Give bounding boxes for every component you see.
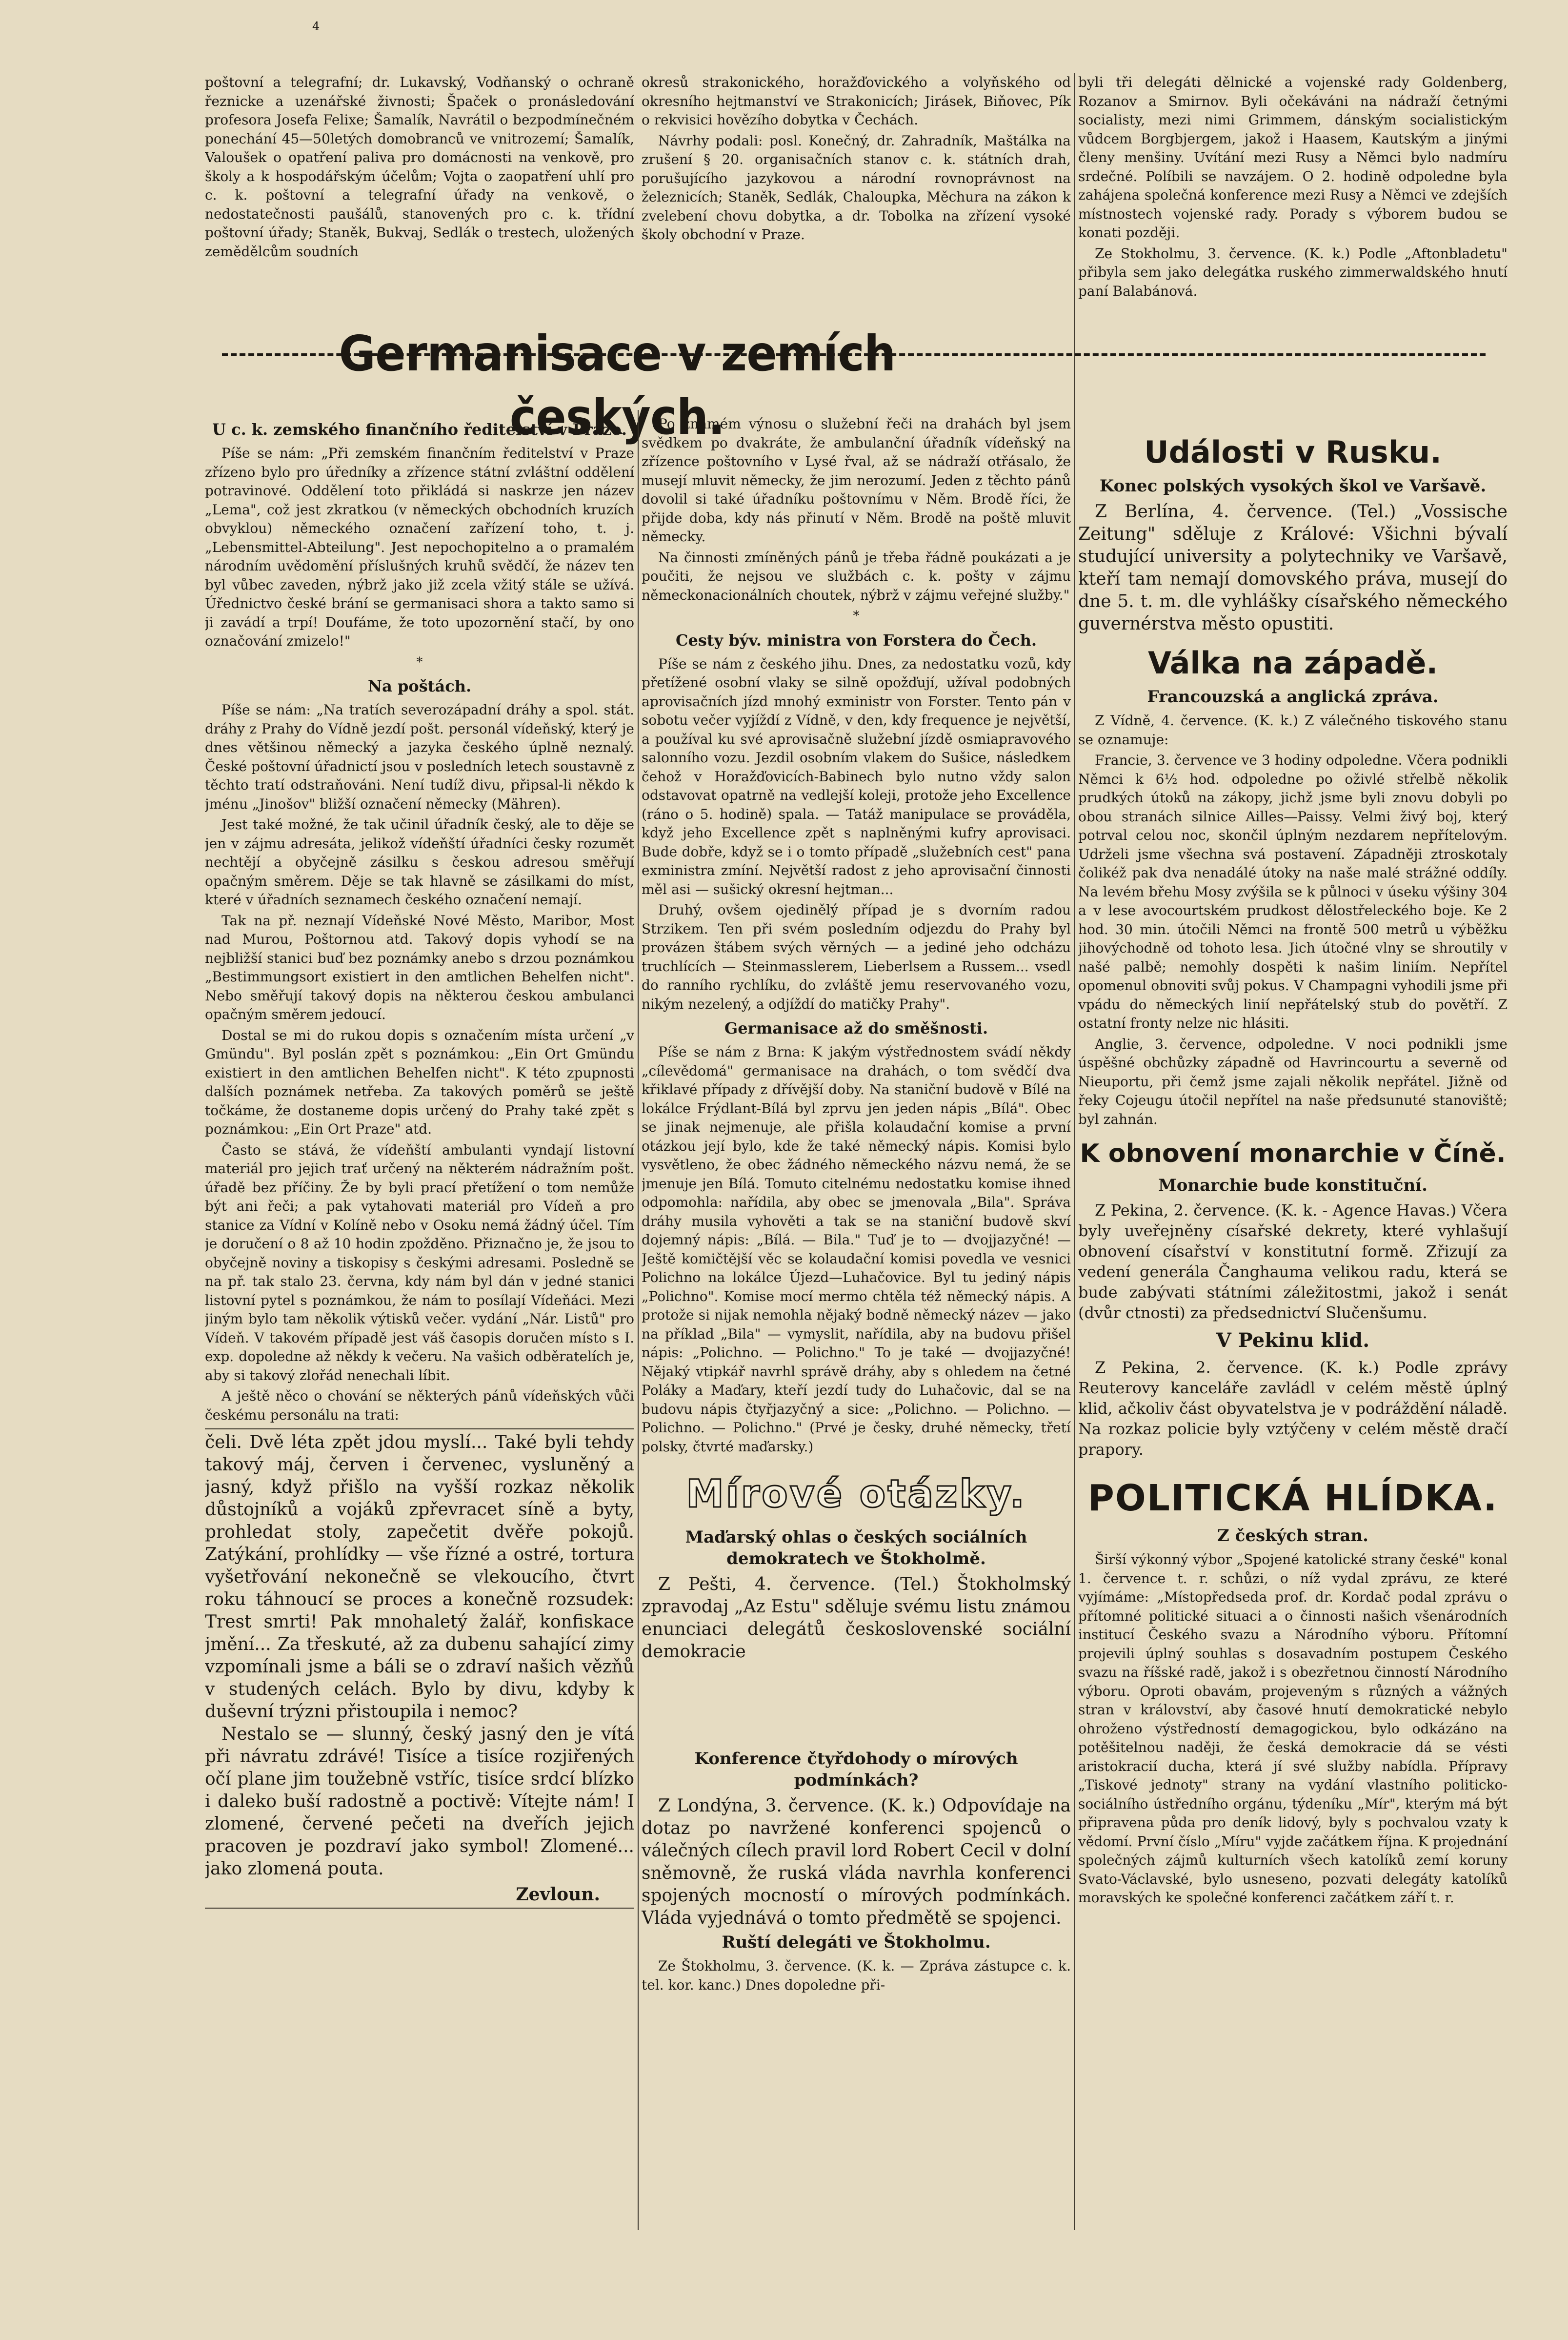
article-title: Z českých stran. xyxy=(1217,1526,1369,1546)
paragraph: Francie, 3. července ve 3 hodiny odpoledne. Včera podnikli Němci k 6½ hod. odpoledne po oživlé střelbě několik prudkých útoků na zákopy, jichž jsme byli znovu dobyli po obou stranách silnice Ailles—Paissy. Velmi živý boj, který potrval celou noc, skončil úplným nezdarem nepřítelovým. Udrželi jsme všechna svá postavení. Západněji ztroskotaly čolikéž pak dva nenadálé útoky na naše malé strážné oddíly. Na levém břehu Mosy zvýšila se k půlnoci v úseku výšiny 304 a v lese avocourtském prudkost dělostřeleckého boje. Ke 2 hod. 30 min. útočili Němci na frontě 500 metrů u výběžku jihovýchodně od tohoto lesa. Jich útočné vlny se shroutily v našé palbě; nemohly dospěti k našim liniím. Nepřítel opomenul obnoviti svůj pokus. V Champagni vyhodili jsme při vpádu do německých linií nepřátelský stub do povětří. Z ostatní fronty nelze nic hlásiti. xyxy=(1078,752,1508,1031)
paragraph: čeli. Dvě léta zpět jdou myslí... Také byli tehdy takový máj, červen i červenec, vysluněný a jasný, když přišlo na vyšší rozkaz několik důstojníků a vojáků zpřevracet síně a byty, prohledat stoly, zapečetit dvěře pokojů. Zatýkání, prohlídky — vše řízné a ostré, tortura vyšetřování nekonečně se vlekoucího, čtvrt roku táhnoucí se proces a konečně rozsudek: Trest smrti! Pak mnohaletý žalář, konfiskace jmění... Za třeskuté, až za dubenu sahající zimy vzpomínali jsme a báli se o zdraví našich vězňů v studených celách. Bylo by divu, kdyby k duševní trýzni přistoupila i nemoc? xyxy=(205,1432,634,1722)
paragraph: A ještě něco o chování se některých pánů vídeňských vůči českému personálu na trati: xyxy=(205,1388,634,1423)
paragraph: Tak na př. neznají Vídeňské Nové Město, Maribor, Most nad Murou, Poštornou atd. Takový dopis vyhodí se na nejbližší stanici buď bez poznámky anebo s drzou poznámkou „Bestimmungsort existiert in den amtlichen Behelfen nicht". Nebo směřují takový dopis na některou českou ambulanci opačným směrem jedoucí. xyxy=(205,912,634,1022)
article-title: Na poštách. xyxy=(367,677,472,695)
paragraph: Z Pekina, 2. července. (K. k. - Agence Havas.) Včera byly uveřejněny císařské dekrety, které vyhlašují obnovení císařství v konstitutní formě. Zřizují za vedení generála Čanghauma velikou radu, která se bude zabývati státními záležitostmi, jakož i senát (dvůr ctnosti) za předsednictví Slučenšumu. xyxy=(1078,1201,1508,1322)
paragraph: Anglie, 3. července, odpoledne. V noci podnikli jsme úspěšné obchůzky západně od Havrincourtu a severně od Nieuportu, při čemž jsme zajali několik nepřátel. Jižně od řeky Cojeugu útočil nepřítel na naše předsunuté stanoviště; byl zahnán. xyxy=(1078,1036,1508,1127)
paragraph: Po známém výnosu o služební řeči na drahách byl jsem svědkem po dvakráte, že ambulanční úřadník vídeňský na zřízence poštovního v Lysé řval, až se nádraží otřásalo, že musejí mluvit německy, že jim nerozumí. Jeden z těchto pánů dovolil si také úřadníku poštovnímu v Něm. Brodě říci, že přijde doba, kdy nás přinutí v Něm. Brodě na poště mluvit německy. xyxy=(642,416,1071,545)
section-heading: Mírové otázky. xyxy=(686,1472,1026,1516)
paragraph: Z Berlína, 4. července. (Tel.) „Vossische Zeitung" sděluje z Králové: Všichni bývalí studující university a polytechniky ve Varšavě, kteří tam nemají domovského práva, musejí do dne 5. t. m. dle vyhlášky císařského německého guvernérstva město opustiti. xyxy=(1078,502,1508,634)
section-heading: POLITICKÁ HLÍDKA. xyxy=(1087,1477,1498,1519)
section-heading: K obnovení monarchie v Číně. xyxy=(1080,1139,1506,1168)
article-title: Monarchie bude konstituční. xyxy=(1158,1176,1427,1195)
article-title: Germanisace až do směšnosti. xyxy=(724,1019,988,1038)
article-title: Konec polských vysokých škol ve Varšavě. xyxy=(1099,476,1487,496)
article-title: Ruští delegáti ve Štokholmu. xyxy=(722,1933,991,1952)
article-title: Cesty býv. ministra von Forstera do Čech. xyxy=(676,631,1037,650)
paragraph: Širší výkonný výbor „Spojené katolické strany české" konal 1. července t. r. schůzi, o níž vydal zprávu, ze které vyjímáme: „Místopředseda prof. dr. Kordač podal zprávu o přítomné politické situaci a o činnosti našich všenárodních institucí Českého svazu a Národního výboru. Přítomní projevili úplný souhlas s dosavadním postupem Českého svazu na říšské radě, jakož i s obezřetnou činností Národního výboru. Oproti obavám, projeveným s různých a vážných stran v království, aby časové hnutí demokratické nebylo ohroženo výstředností demagogickou, bylo odkázáno na potěšitelnou naději, že česká demokracie dá se vésti aristokracií ducha, která jí své služby nabídla. Přípravy „Tiskové jednoty" strany na vydání vlastního politicko-sociálního ústředního orgánu, týdeníku „Mír", kterým má být připravena půda pro deník lidový, byly s pochvalou vzaty k vědomí. První číslo „Míru" vyjde začátkem října. K projednání společných zájmů kulturních všech katolíků zemí koruny Svato-Václavské, bylo usneseno, pozvati delegáty katolíků moravských ke společné konferenci začátkem září t. r. xyxy=(1078,1551,1508,1906)
paragraph: Z Pekina, 2. července. (K. k.) Podle zprávy Reuterovy kanceláře zavládl v celém městě úplný klid, ačkoliv část obyvatelstva je v podráždění náladě. Na rozkaz policie byly vztýčeny v celém městě dračí prapory. xyxy=(1078,1358,1508,1459)
paragraph: okresů strakonického, horažďovického a volyňského od okresního hejtmanství ve Strakonicích; Jirásek, Biňovec, Pík o rekvisici hovězího dobytka v Čechách. xyxy=(642,74,1071,128)
paragraph: Na činnosti zmíněných pánů je třeba řádně poukázati a je poučiti, že nejsou ve službách c. k. pošty v zájmu německonacionálních choutek, nýbrž v zájmu veřejné služby." xyxy=(642,549,1071,603)
article-title: U c. k. zemského finančního ředitelství v Praze. xyxy=(212,420,627,439)
paragraph: Píše se nám: „Při zemském finančním ředitelství v Praze zřízeno bylo pro úředníky a zřízence státní zvláštní oddělení potravinové. Oddělení toto přikládá si naskrze jen název „Lema", což jest zkratkou (v německých obchodních kruzích obvyklou) německého označení zařízení toho, t. j. „Lebensmittel-Abteilung". Jest nepochopitelno a o pramalém národním uvědomění příslušných kruhů svědčí, že název ten byl vůbec zaveden, nýbrž jako již zcela vžitý stále se užívá. Úřednictvo české brání se germanisaci shora a takto samo si ji zavádí a trpí! Doufáme, že toto upozornění stačí, by ono označování zmizelo!" xyxy=(205,445,634,649)
column-3 xyxy=(1078,425,1508,2279)
paragraph: Návrhy podali: posl. Konečný, dr. Zahradník, Maštálka na zrušení § 20. organisačních stanov c. k. státních drah, porušujícího jazykovou a národní rovnoprávnost na železnicích; Staněk, Sedlák, Chaloupka, Měchura na zákon k zvelebení chovu dobytka, a dr. Tobolka na zřízení vysoké školy obchodní v Praze. xyxy=(642,132,1071,243)
paragraph: Druhý, ovšem ojedinělý případ je s dvorním radou Strzikem. Ten při svém posledním odjezdu do Prahy byl provázen štábem svých věrných — a jediné jeho odcházu truchlících — Steinmasslerem, Lieberlsem a Russem... vsedl do ranního rychlíku, do zvláště jemu reservovaného vozu, nikým nezelený, a odjíždí do matičky Prahy". xyxy=(642,902,1071,1012)
column-1 xyxy=(205,415,634,2279)
article-title: Maďarský ohlas o českých sociálních demokratech ve Štokholmě. xyxy=(685,1527,1027,1568)
banner-headline: Germanisace v zemích českých. xyxy=(339,325,896,446)
paragraph: Ze Štokholmu, 3. července. (K. k. — Zpráva zástupce c. k. tel. kor. kanc.) Dnes dopoledne při- xyxy=(642,1958,1071,1993)
separator-star: * xyxy=(853,609,860,623)
paragraph: byli tři delegáti dělnické a vojenské rady Goldenberg, Rozanov a Smirnov. Byli očekáváni na nádraží četnými socialisty, mezi nimi Grimmem, dánským socialistickým vůdcem Borgbjergem, jakož i Haasem, Kautským a jinými členy menšiny. Uvítání mezi Rusy a Němci bylo nadmíru srdečné. Políbili se navzájem. O 2. hodině odpoledne byla zahájena společná konference mezi Rusy a Němci ve zdejších místnostech vojenské rady. Porady s výborem budou se konati později. xyxy=(1078,74,1508,241)
top-column-1 xyxy=(205,73,634,317)
paragraph: Z Londýna, 3. července. (K. k.) Odpovídaje na dotaz po navržené konferenci spojenců o válečných cílech pravil lord Robert Cecil v dolní sněmovně, že ruská vláda navrhla konferenci spojených mocností o mírových podmínkách. Vláda vyjednává o tomto předmětě se spojenci. xyxy=(642,1796,1071,1928)
feuilleton xyxy=(205,1428,634,1909)
paragraph: Píše se nám z českého jihu. Dnes, za nedostatku vozů, kdy přetížené osobní vlaky se silně opožďují, užíval podobných aprovisačních jízd mnohý exministr von Forster. Tento pán v sobotu večer vyjíždí z Vídně, v den, kdy frequence je největší, a používal ku své aprovisačně služební jízdě osmiapravového salonního vozu. Jezdil osobním vlakem do Sušice, následkem čehož v Horažďovicích-Babinech bylo nutno vždy salon odstavovat opatrně na vedlejší koleji, protože jeho Excellence (ráno o 5. hodině) spala. — Tatáž manipulace se prováděla, když jeho Excellence zpět s naplněnými kufry aprovisaci. Bude dobře, když se i o tomto případě „služebních cest" pana exministra zmíní. Největší radost z jeho aprovisační činnosti měl asi — sušický okresní hejtman... xyxy=(642,655,1071,897)
separator-star: * xyxy=(416,654,423,670)
paragraph: Píše se nám: „Na tratích severozápadní dráhy a spol. stát. dráhy z Prahy do Vídně jezdí pošt. personál vídeňský, který je dnes většinou německý a jazyka českého úplně neznalý. České poštovní úřadnictí jsou v posledních letech soustavně z těchto tratí odstraňováni. Není tudíž divu, připsal-li někdo k jménu „Jinošov" bližší označení německy (Mähren). xyxy=(205,702,634,812)
spacer xyxy=(642,1663,1071,1746)
article-title: Francouzská a anglická zpráva. xyxy=(1147,687,1439,707)
article-title: V Pekinu klid. xyxy=(1216,1329,1370,1352)
section-heading: Válka na západě. xyxy=(1147,645,1438,681)
column-divider xyxy=(638,410,639,2230)
paragraph: Často se stává, že vídeňští ambulanti vyndají listovní materiál pro jejich trať určený na některém nádražním pošt. úřadě bez příčiny. Že by byli prací přetížení o tom nemůže být ani řeči; a pak vytahovati materiál pro Vídeň a pro stanice za Vídní v Kolíně nebo v Osoku nemá žádný účel. Tím je doručení o 8 až 10 hodin zpožděno. Přiznačno je, že jsou to obyčejně noviny a tiskopisy s českými adresami. Posledně se na př. tak stalo 23. června, kdy nám byl dán v jedné stanici listovní pytel s poznámkou, že nám to posílají Vídeňáci. Mezi jiným bylo tam několik výtisků večer. vydání „Nár. Listů" pro Vídeň. V takovém případě jest váš časopis doručen místo s I. exp. dopoledne až někdy k večeru. Na vašich odběratelích je, aby si takový zlořád nenechali líbit. xyxy=(205,1141,634,1384)
top-column-3 xyxy=(1078,73,1508,425)
paragraph: Z Pešti, 4. července. (Tel.) Štokholmský zpravodaj „Az Estu" sděluje svému listu známou enunciaci delegátů československé sociální demokracie xyxy=(642,1574,1071,1662)
paragraph: Z Vídně, 4. července. (K. k.) Z válečného tiskového stanu se oznamuje: xyxy=(1078,712,1508,748)
paragraph: Ze Stokholmu, 3. července. (K. k.) Podle „Aftonbladetu" přibyla sem jako delegátka ruského zimmerwaldského hnutí paní Balabánová. xyxy=(1078,245,1508,299)
section-heading: Události v Rusku. xyxy=(1144,434,1442,470)
paragraph: Píše se nám z Brna: K jakým výstřednostem svádí někdy „cílevědomá" germanisace na drahách, o tom svědčí dva křiklavé případy z dřívější doby. Na staniční budově v Bílé na lokálce Frýdlant-Bílá byl zprvu jen jeden nápis „Bílá". Obec se jinak nejmenuje, ale přišla kolaudační komise a první otázkou její bylo, kde že také německý nápis. Komisi bylo vysvětleno, že obec žádného německého názvu nemá, že se jmenuje jen Bílá. Tomuto citelnému nedostatku komise ihned odpomohla: nařídila, aby obec se jmenovala „Bila". Správa dráhy musila vyhověti a tak se na staniční budově skví dojemný nápis: „Bílá. — Bila." Tuď je to — dvojjazyčné! — Ještě komičtější věc se kolaudační komisi povedla ve vesnici Polichno na lokálce Újezd—Luhačovice. Byl tu jediný nápis „Polichno". Komise mocí mermo chtěla též německý nápis. A protože si nijak nemohla nějaký bodně německý název — jako na příklad „Bila" — vymyslit, nařídila, aby na budovu přišel nápis: „Polichno. — Polichno." To je také — dvojjazyčné! Nějaký vtipkář navrhl správě dráhy, aby s ohledem na četné Poláky a Maďary, kteří jezdí tudy do Luhačovic, dal se na budovu nápis čtyřjazyčný a sice: „Polichno. — Polichno. — Polichno. — Polichno." (Prvé je česky, druhé německy, třetí polsky, čtvrté maďarsky.) xyxy=(642,1044,1071,1455)
paragraph: Jest také možné, že tak učinil úřadník český, ale to děje se jen v zájmu adresáta, jelikož vídeňští úřadníci česky rozumět nechtějí a obyčejně zásilku s českou adresou směřují opačným směrem. Děje se tak hlavně se zásilkami do míst, které v úřadních seznamech českého označení nemají. xyxy=(205,816,634,908)
signature: Zevloun. xyxy=(516,1884,600,1905)
page-number: 4 xyxy=(312,20,320,33)
paragraph: poštovní a telegrafní; dr. Lukavský, Vodňanský o ochraně řeznicke a uzenářské živnosti; Špaček o pronásledování profesora Josefa Felixe; Šamalík, Navrátil o bezpodmínečném ponechání 45—50letých domobranců ve vnitrozemí; Šamalík, Valoušek o opatření paliva pro domácnosti na venkově, pro školy a k hospodářským účelům; Vojta o zaopatření uhlí pro c. k. poštovní a telegrafní úřady na venkově, o nedostatečnosti paušálů, stanovených pro c. k. třídní poštovní úřady; Staněk, Bukvaj, Sedlák o trestech, uložených zemědělcům soudních xyxy=(205,74,634,260)
column-2 xyxy=(642,415,1071,2279)
top-column-2 xyxy=(642,73,1071,317)
paragraph: Nestalo se — slunný, český jasný den je vítá při návratu zdrávé! Tisíce a tisíce rozjiřených očí plane jim toužebně vstříc, tisíce srdcí blízko i daleko buší radostně a poctivě: Vítejte nám! I zlomené, červené pečeti na dveřích jejich pracoven je pozdraví jako symbol! Zlomené... jako zlomená pouta. xyxy=(205,1724,634,1879)
paragraph: Dostal se mi do rukou dopis s označením místa určení „v Gmündu". Byl poslán zpět s poznámkou: „Ein Ort Gmündu existiert in den amtlichen Behelfen nicht". K této zpupnosti dalších poznámek netřeba. Za takových poměrů se ještě točkáme, že dostaneme dopis určený do Prahy také zpět s poznámkou: „Ein Ort Praze" atd. xyxy=(205,1027,634,1137)
article-title: Konference čtyřdohody o mírových podmínkách? xyxy=(694,1749,1018,1790)
column-divider xyxy=(1074,73,1075,2230)
